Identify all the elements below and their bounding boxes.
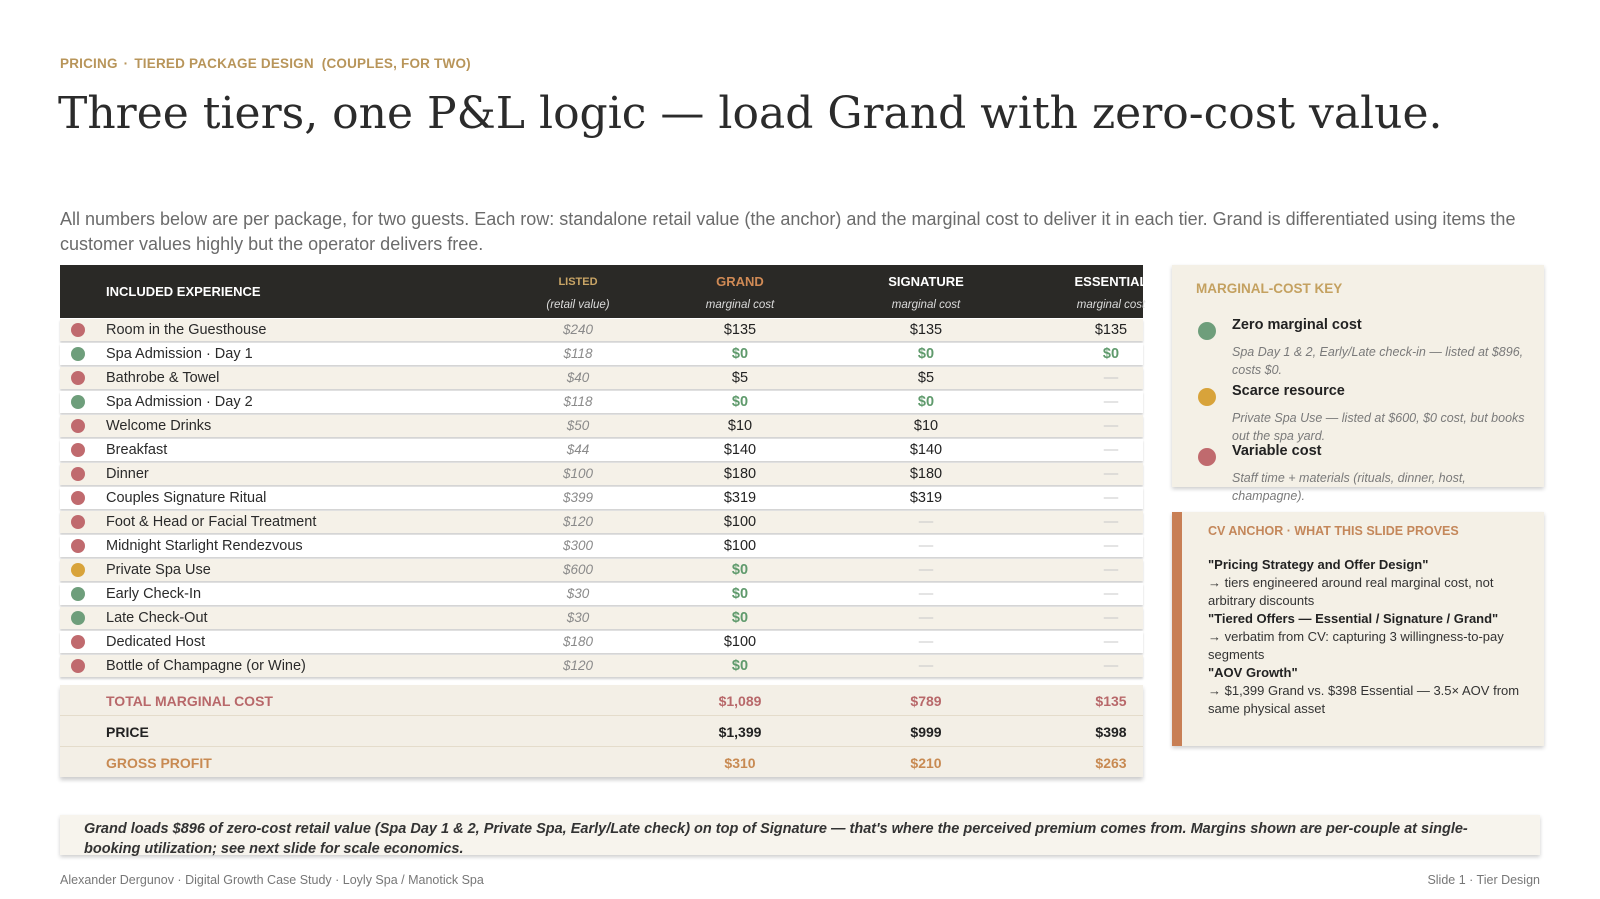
price-essential: $398: [1095, 724, 1127, 740]
price-signature: $999: [910, 724, 942, 740]
table-row: [60, 655, 1143, 677]
row-essential-value: —: [1103, 538, 1119, 554]
row-signature-value: —: [918, 634, 934, 650]
row-grand-value: $140: [723, 442, 757, 458]
marginal-cost-key: [1172, 265, 1544, 503]
row-essential-value: —: [1103, 370, 1119, 386]
row-name: Dinner: [106, 466, 149, 482]
row-grand-value: $0: [731, 562, 749, 578]
slide-title: Three tiers, one P&L logic — load Grand with zero-cost value.: [58, 88, 1443, 139]
row-signature-value: —: [918, 514, 934, 530]
row-essential-value: —: [1103, 418, 1119, 434]
row-signature-value: $0: [917, 346, 935, 362]
zero-cost-dot-icon: [71, 347, 85, 361]
table-row: [60, 631, 1143, 653]
key-desc-zero: Spa Day 1 & 2, Early/Late check-in — listed at $896, costs $0.: [1232, 345, 1524, 377]
row-signature-value: —: [918, 586, 934, 602]
row-grand-value: $10: [727, 418, 753, 434]
key-desc-variable: Staff time + materials (rituals, dinner, host, champagne).: [1232, 471, 1466, 503]
row-name: Bottle of Champagne (or Wine): [106, 658, 306, 674]
table-row: [60, 583, 1143, 605]
table-row: [60, 607, 1143, 629]
table-row: [60, 319, 1143, 341]
cv-quote-1: "Pricing Strategy and Offer Design": [1208, 557, 1429, 572]
eyebrow-topic: TIERED PACKAGE DESIGN: [134, 56, 314, 71]
callout-text: Grand loads $896 of zero-cost retail value (Spa Day 1 & 2, Private Spa, Early/Late check) on top of Signature — that's where the perceived premium comes from. Margins shown are per-couple at single-booking utilization; see next slide for scale economics.: [84, 821, 1468, 857]
cv-anchor-panel: [1172, 512, 1544, 746]
cv-text-2: → verbatim from CV: capturing 3 willingness-to-pay segments: [1208, 629, 1504, 662]
row-essential-value: —: [1103, 490, 1119, 506]
key-dot-zero-icon: [1198, 322, 1216, 340]
header-grand-sub: marginal cost: [705, 299, 775, 311]
scarce-cost-dot-icon: [71, 563, 85, 577]
variable-cost-dot-icon: [71, 323, 85, 337]
row-grand-value: $319: [723, 490, 757, 506]
table-row: [60, 343, 1143, 365]
table-row: [60, 391, 1143, 413]
row-signature-value: $10: [913, 418, 939, 434]
total-cost-label: TOTAL MARGINAL COST: [106, 693, 273, 709]
row-essential-value: —: [1103, 562, 1119, 578]
variable-cost-dot-icon: [71, 659, 85, 673]
total-cost-signature: $789: [910, 693, 942, 709]
zero-cost-dot-icon: [71, 395, 85, 409]
row-essential-value: —: [1103, 658, 1119, 674]
price-label: PRICE: [106, 724, 149, 740]
row-signature-value: $0: [917, 394, 935, 410]
table-row: [60, 415, 1143, 437]
row-name: Foot & Head or Facial Treatment: [106, 514, 317, 530]
row-listed-value: $30: [566, 610, 590, 625]
row-name: Spa Admission · Day 1: [106, 346, 253, 362]
row-listed-value: $399: [562, 490, 594, 505]
header-signature-sub: marginal cost: [891, 299, 961, 311]
cv-anchor-title: CV ANCHOR · WHAT THIS SLIDE PROVES: [1208, 524, 1459, 538]
row-grand-value: $180: [723, 466, 757, 482]
row-essential-value: —: [1103, 442, 1119, 458]
header-listed: [518, 271, 638, 315]
footer-right: Slide 1 · Tier Design: [1427, 873, 1540, 887]
slide-subtitle: All numbers below are per package, for two guests. Each row: standalone retail value (the anchor) and the marginal cost to deliver it in each tier. Grand is differentiated using items the customer values highly but the operator delivers free.: [60, 209, 1516, 254]
header-listed-label: LISTED: [558, 276, 598, 288]
row-essential-value: —: [1103, 394, 1119, 410]
row-grand-value: $135: [723, 322, 757, 338]
key-name-zero: Zero marginal cost: [1232, 317, 1362, 333]
gross-profit-essential: $263: [1095, 755, 1127, 771]
row-listed-value: $120: [562, 658, 594, 673]
total-cost-essential: $135: [1095, 693, 1127, 709]
eyebrow-qualifier: (COUPLES, FOR TWO): [321, 56, 471, 71]
row-name: Couples Signature Ritual: [106, 490, 267, 506]
row-name: Room in the Guesthouse: [106, 322, 267, 338]
gross-profit-grand: $310: [724, 755, 756, 771]
row-essential-value: —: [1103, 610, 1119, 626]
row-essential-value: —: [1103, 514, 1119, 530]
row-name: Dedicated Host: [106, 634, 206, 650]
row-listed-value: $118: [563, 346, 593, 361]
row-listed-value: $240: [562, 322, 594, 337]
table-row: [60, 511, 1143, 533]
pricing-table: [60, 265, 1148, 777]
row-name: Late Check-Out: [106, 610, 208, 626]
row-name: Spa Admission · Day 2: [106, 394, 253, 410]
table-header: [60, 265, 1148, 318]
row-signature-value: $140: [909, 442, 943, 458]
row-listed-value: $40: [566, 370, 590, 385]
row-name: Midnight Starlight Rendezvous: [106, 538, 303, 554]
row-grand-value: $0: [731, 394, 749, 410]
header-essential: [1051, 271, 1171, 315]
row-listed-value: $118: [563, 394, 593, 409]
row-listed-value: $50: [566, 418, 590, 433]
row-name: Breakfast: [106, 442, 168, 458]
row-grand-value: $100: [723, 514, 757, 530]
row-name: Private Spa Use: [106, 562, 211, 578]
variable-cost-dot-icon: [71, 491, 85, 505]
key-dot-variable-icon: [1198, 448, 1216, 466]
zero-cost-dot-icon: [71, 587, 85, 601]
variable-cost-dot-icon: [71, 443, 85, 457]
row-essential-value: $0: [1102, 346, 1120, 362]
total-cost-row: [60, 685, 1143, 715]
variable-cost-dot-icon: [71, 371, 85, 385]
row-essential-value: $135: [1094, 322, 1128, 338]
variable-cost-dot-icon: [71, 539, 85, 553]
gross-profit-row: [60, 746, 1143, 777]
variable-cost-dot-icon: [71, 635, 85, 649]
cv-quote-2: "Tiered Offers — Essential / Signature / Grand": [1208, 611, 1499, 626]
price-grand: $1,399: [718, 724, 762, 740]
gross-profit-label: GROSS PROFIT: [106, 755, 212, 771]
table-row: [60, 535, 1143, 557]
table-row: [60, 487, 1143, 509]
row-grand-value: $0: [731, 610, 749, 626]
footer-left: Alexander Dergunov · Digital Growth Case Study · Loyly Spa / Manotick Spa: [60, 873, 484, 887]
zero-cost-dot-icon: [71, 611, 85, 625]
row-essential-value: —: [1103, 466, 1119, 482]
row-listed-value: $600: [562, 562, 594, 577]
row-listed-value: $30: [566, 586, 590, 601]
row-grand-value: $100: [723, 634, 757, 650]
eyebrow-separator: ·: [123, 56, 129, 71]
header-experience: INCLUDED EXPERIENCE: [106, 284, 261, 299]
cv-anchor-body: [1208, 556, 1528, 718]
variable-cost-dot-icon: [71, 515, 85, 529]
row-name: Bathrobe & Towel: [106, 370, 220, 386]
header-grand: [680, 271, 800, 315]
bottom-callout: [60, 815, 1540, 855]
row-signature-value: $5: [917, 370, 935, 386]
table-totals: [60, 685, 1143, 777]
header-essential-label: ESSENTIAL: [1074, 274, 1148, 289]
row-listed-value: $180: [562, 634, 594, 649]
row-listed-value: $44: [566, 442, 590, 457]
row-listed-value: $100: [562, 466, 594, 481]
row-grand-value: $100: [723, 538, 757, 554]
row-name: Early Check-In: [106, 586, 202, 602]
eyebrow-section: PRICING: [60, 56, 118, 71]
header-essential-sub: marginal cost: [1076, 299, 1146, 311]
row-grand-value: $0: [731, 346, 749, 362]
gross-profit-signature: $210: [910, 755, 942, 771]
table-row: [60, 439, 1143, 461]
header-listed-sub: (retail value): [546, 299, 610, 311]
variable-cost-dot-icon: [71, 419, 85, 433]
key-name-scarce: Scarce resource: [1232, 383, 1345, 399]
row-signature-value: —: [918, 658, 934, 674]
total-cost-grand: $1,089: [718, 693, 762, 709]
price-row: [60, 715, 1143, 746]
table-row: [60, 463, 1143, 485]
header-signature: [866, 271, 986, 315]
row-essential-value: —: [1103, 586, 1119, 602]
row-signature-value: —: [918, 562, 934, 578]
cv-quote-3: "AOV Growth": [1208, 665, 1298, 680]
row-grand-value: $0: [731, 658, 749, 674]
table-row: [60, 367, 1143, 389]
row-essential-value: —: [1103, 634, 1119, 650]
cv-text-1: → tiers engineered around real marginal cost, not arbitrary discounts: [1208, 575, 1494, 608]
table-row: [60, 559, 1143, 581]
row-name: Welcome Drinks: [106, 418, 212, 434]
row-signature-value: —: [918, 610, 934, 626]
row-signature-value: $180: [909, 466, 943, 482]
row-listed-value: $300: [562, 538, 594, 553]
header-grand-label: GRAND: [716, 274, 764, 289]
row-signature-value: $319: [909, 490, 943, 506]
key-name-variable: Variable cost: [1232, 443, 1322, 459]
key-dot-scarce-icon: [1198, 388, 1216, 406]
header-signature-label: SIGNATURE: [888, 274, 964, 289]
row-grand-value: $0: [731, 586, 749, 602]
table-body: [60, 318, 1143, 677]
eyebrow: [60, 56, 471, 71]
key-title: MARGINAL-COST KEY: [1196, 281, 1343, 296]
row-grand-value: $5: [731, 370, 749, 386]
cv-text-3: → $1,399 Grand vs. $398 Essential — 3.5× AOV from same physical asset: [1208, 683, 1520, 716]
row-listed-value: $120: [562, 514, 594, 529]
key-desc-scarce: Private Spa Use — listed at $600, $0 cost, but books out the spa yard.: [1232, 411, 1525, 443]
row-signature-value: —: [918, 538, 934, 554]
row-signature-value: $135: [909, 322, 943, 338]
variable-cost-dot-icon: [71, 467, 85, 481]
